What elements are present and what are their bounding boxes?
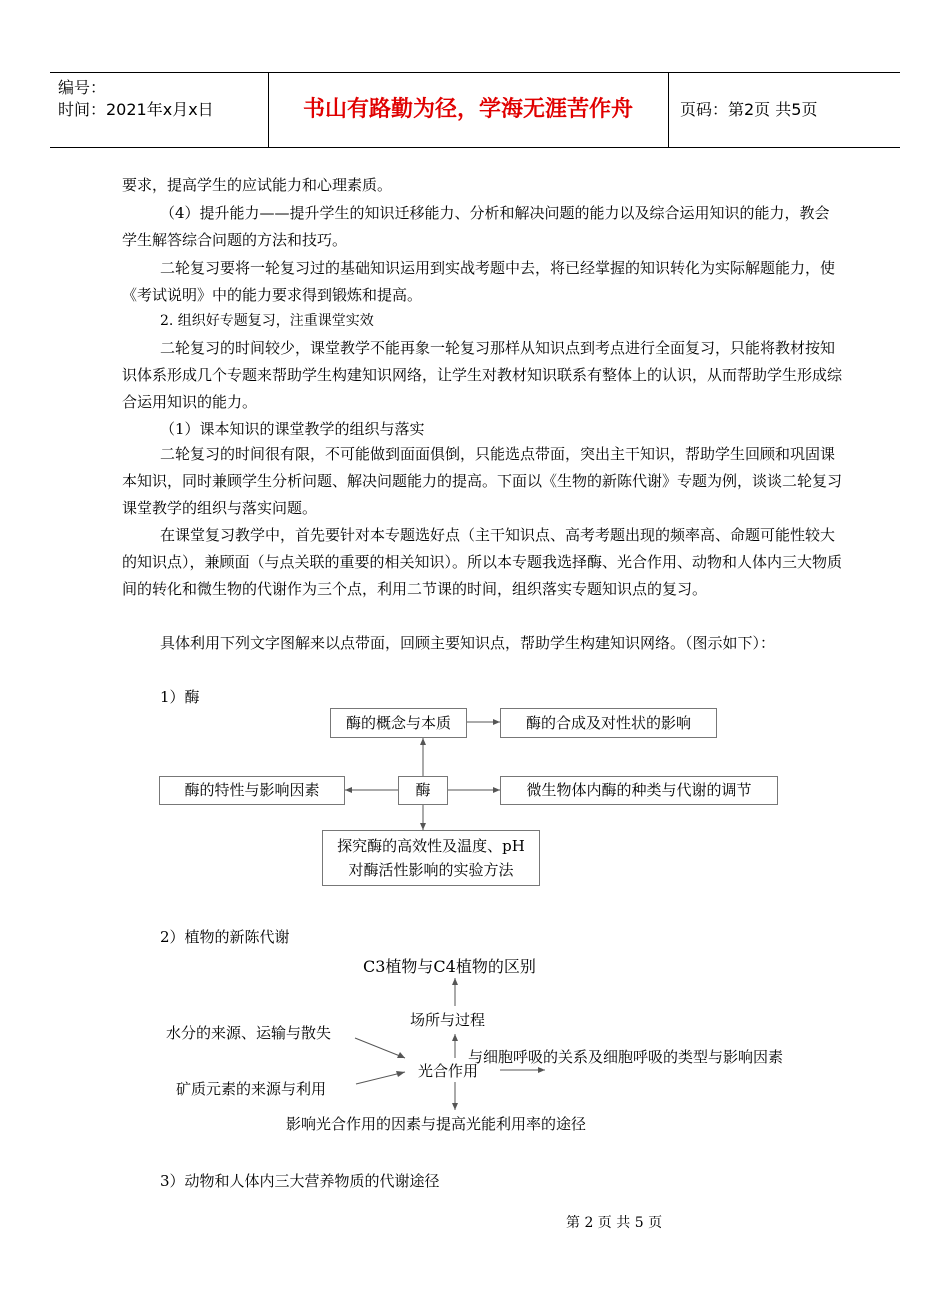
paragraph: 在课堂复习教学中，首先要针对本专题选好点（主干知识点、高考考题出现的频率高、命题可能性较大的知识点），兼顾面（与点关联的重要的相关知识）。所以本专题我选择酶、光合作用、动物和人体内三大物质间的转化和微生物的代谢作为三个点，利用二节课的时间，组织落实专题知识点的复习。: [122, 526, 843, 598]
diagram-node-top: C3植物与C4植物的区别: [363, 957, 536, 976]
diagram-node-bottom-line: 探究酶的高效性及温度、pH: [337, 837, 525, 855]
diagram-node-bottom-line: 对酶活性影响的实验方法: [348, 861, 514, 879]
header-motto: 书山有路勤为径，学海无涯苦作舟: [302, 97, 633, 122]
diagram-node-left: 酶的特性与影响因素: [159, 776, 345, 805]
number-label: 编号：: [58, 78, 107, 97]
diagram-node-middle-top: 场所与过程: [410, 1011, 486, 1029]
diagram-node-left-top: 水分的来源、运输与散失: [166, 1024, 332, 1042]
diagram-node-bottom: 影响光合作用的因素与提高光能利用率的途径: [286, 1115, 587, 1133]
paragraph: 二轮复习的时间较少，课堂教学不能再象一轮复习那样从知识点到考点进行全面复习，只能将教材按知识体系形成几个专题来帮助学生构建知识网络，让学生对教材知识联系有整体上的认识，从而帮助学生形成综合运用知识的能力。: [122, 339, 843, 411]
diagram-node-right: 微生物体内酶的种类与代谢的调节: [500, 776, 778, 805]
paragraph: （4）提升能力——提升学生的知识迁移能力、分析和解决问题的能力以及综合运用知识的能力，教会学生解答综合问题的方法和技巧。: [122, 204, 830, 249]
section-label: 1）酶: [160, 688, 200, 706]
diagram-node-left-bottom: 矿质元素的来源与利用: [176, 1080, 327, 1098]
diagram-node-top: 酶的概念与本质: [330, 708, 467, 738]
diagram-node-center: 酶: [398, 776, 448, 805]
paragraph: 二轮复习的时间很有限，不可能做到面面俱倒，只能选点带面，突出主干知识，帮助学生回顾和巩固课本知识，同时兼顾学生分析问题、解决问题能力的提高。下面以《生物的新陈代谢》专题为例，谈谈二轮复习课堂教学的组织与落实问题。: [122, 445, 843, 517]
paragraph: 具体利用下列文字图解来以点带面，回顾主要知识点，帮助学生构建知识网络。（图示如下）：: [160, 634, 776, 652]
header-page-info: 页码：第2页 共5页: [680, 100, 818, 119]
page-footer: 第 2 页 共 5 页: [566, 1215, 663, 1231]
paragraph: 要求，提高学生的应试能力和心理素质。: [122, 176, 393, 194]
section-label: 2）植物的新陈代谢: [160, 928, 290, 946]
diagram-node-right: 与细胞呼吸的关系及细胞呼吸的类型与影响因素: [468, 1048, 784, 1066]
diagram-node-center: 光合作用: [418, 1062, 479, 1080]
diagram-node-top-right: 酶的合成及对性状的影响: [500, 708, 717, 738]
section-heading: 2. 组织好专题复习，注重课堂实效: [160, 313, 374, 329]
subsection-heading: （1）课本知识的课堂教学的组织与落实: [160, 420, 425, 438]
paragraph: 二轮复习要将一轮复习过的基础知识运用到实战考题中去，将已经掌握的知识转化为实际解题能力，使《考试说明》中的能力要求得到锻炼和提高。: [122, 259, 836, 304]
section-label: 3）动物和人体内三大营养物质的代谢途径: [160, 1172, 440, 1190]
time-label: 时间：2021年x月x日: [58, 100, 214, 119]
